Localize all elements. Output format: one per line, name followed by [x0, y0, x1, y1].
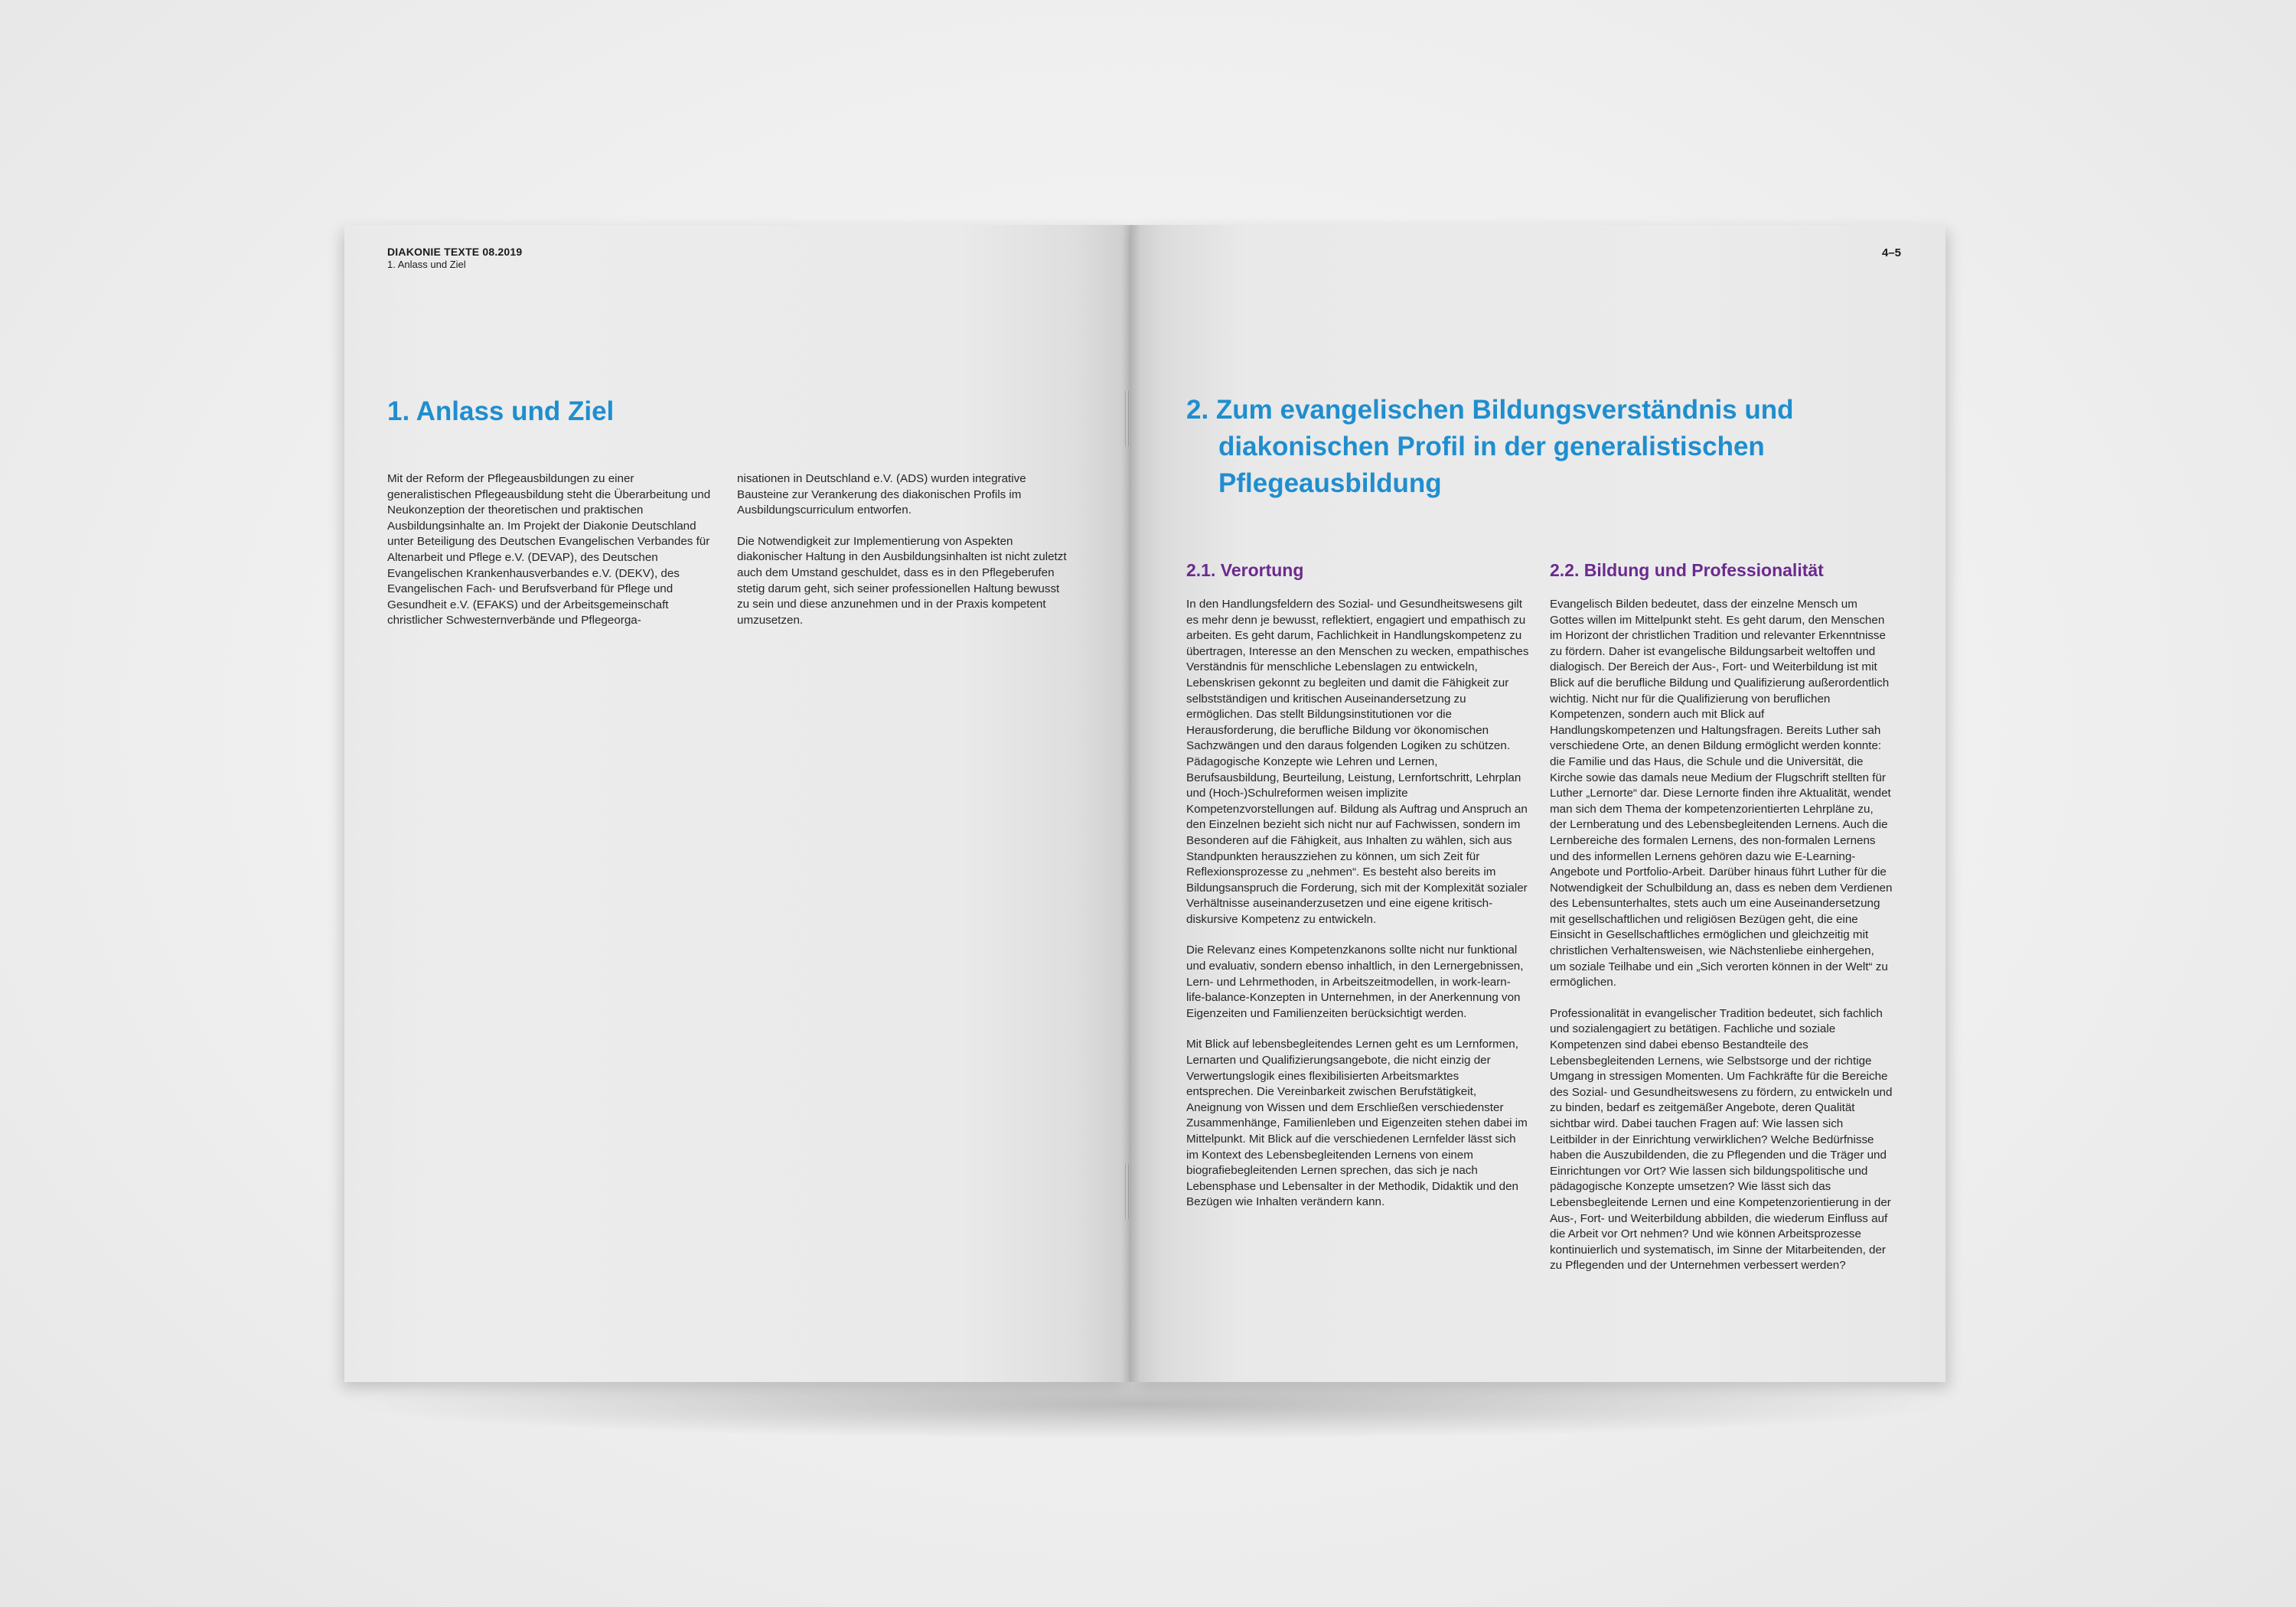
publication-series: DIAKONIE TEXTE 08.2019 — [387, 246, 523, 258]
body-paragraph: In den Handlungsfeldern des Sozial- und Gesundheitswesens gilt es mehr denn je bewusst, reflektiert, engagiert und empathisch zu arbeiten. Es geht darum, Fachlichkeit in Handlungskompetenz zu übertragen, Interesse an den Menschen zu wecken, empathisches Verständnis für menschliche Lebenslagen zu entwickeln, Lebenskrisen gekonnt zu begleiten und damit die Fähigkeit zur selbstständigen und kritischen Auseinandersetzung zu ermöglichen. Das stellt Bildungsinstitutionen vor die Herausforderung, die berufliche Bildung vor ökonomischen Sachzwängen und den daraus folgenden Logiken zu schützen. Pädagogische Konzepte wie Lehren und Lernen, Berufsausbildung, Beurteilung, Leistung, Lernfortschritt, Lehrplan und (Hoch-)Schulreformen weisen implizite Kompetenzvorstellungen auf. Bildung als Auftrag und Anspruch an den Einzelnen bezieht sich nicht nur auf Fachwissen, sondern im Besonderen auf die Fähigkeit, aus Inhalten zu wählen, sich aus Standpunkten herauszziehen zu können, um sich Zeit für Reflexionsprozesse zu „nehmen“. Es besteht also bereits im Bildungsanspruch die Forderung, sich mit der Komplexität sozialer Verhältnisse auseinanderzusetzen und eine eigene kritisch-diskursive Kompetenz zu entwickeln. — [1186, 598, 1529, 926]
chapter-1-heading: 1. Anlass und Ziel — [387, 396, 615, 426]
section-2-1-heading: 2.1. Verortung — [1186, 560, 1304, 580]
chapter-2-heading: 2. Zum evangelischen Bildungsverständnis und diakonischen Profil in der generalistischen Pflegeausbildung — [1186, 395, 1794, 498]
right-page — [1131, 225, 1945, 1382]
page-numbers: 4–5 — [1881, 246, 1901, 259]
staple-bottom — [1125, 1163, 1129, 1220]
body-paragraph: Mit Blick auf lebensbegleitendes Lernen geht es um Lernformen, Lernarten und Qualifizierungsangebote, die nicht einzig der Verwertungslogik eines flexibilisierten Arbeitsmarktes entsprechen. Die Vereinbarkeit zwischen Berufstätigkeit, Aneignung von Wissen und dem Erschließen verschiedenster Zusammenhänge, Familienleben und Eigenzeiten stehen dabei im Mittelpunkt. Mit Blick auf die verschiedenen Lernfelder lässt sich im Kontext des Lebensbegleitenden Lernens von einem biografiebegleitenden Lernen sprechen, das sich je nach Lebensphase und Lebensalter in der Methodik, Didaktik und den Bezügen wie Inhalten verändern kann. — [1186, 1038, 1528, 1209]
running-head — [387, 245, 522, 271]
left-column-2 — [737, 471, 1068, 644]
section-2-2-heading: 2.2. Bildung und Professionalität — [1550, 560, 1824, 580]
left-column-1 — [387, 471, 718, 644]
body-paragraph: Evangelisch Bilden bedeutet, dass der einzelne Mensch um Gottes willen im Mittelpunkt steht. Es geht darum, den Menschen im Horizont der christlichen Tradition und relevanter Erkenntnisse zu fördern. Daher ist evangelische Bildungsarbeit weltoffen und dialogisch. Der Bereich der Aus-, Fort- und Weiterbildung ist mit Blick auf die berufliche Bildung und Qualifizierung außerordentlich wichtig. Nicht nur für die Qualifizierung von beruflichen Kompetenzen, sondern auch mit Blick auf Handlungskompetenzen und Haltungsfragen. Bereits Luther sah verschiedene Orte, an denen Bildung ermöglicht werden konnte: die Familie und das Haus, die Schule und die Universität, die Kirche sowie das damals neue Medium der Flugschrift stellten für Luther „Lernorte“ dar. Diese Lernorte finden ihre Aktualität, wendet man sich dem Thema der kompetenzorientierten Lehrpläne zu, der Lernberatung und des Lebensbegleitenden Lernens. Auch die Lernbereiche des formalen Lernens, des non-formalen Lernens und des informellen Lernens gehören dazu wie E-Learning-Angebote und Portfolio-Arbeit. Darüber hinaus führt Luther für die Notwendigkeit der Schulbildung an, dass es neben dem Verdienen des Lebensunterhaltes, stets auch um eine Auseinandersetzung mit gesellschaftlichen und religiösen Bezügen geht, die eine Einsicht in Gesellschaftliches ermöglichen und gleichzeitig mit christlichen Verhaltensweisen, wie Nächstenliebe einhergehen, um soziale Teilhabe und ein „Sich verorten können in der Welt“ zu ermöglichen. — [1550, 598, 1893, 989]
body-paragraph: nisationen in Deutschland e.V. (ADS) wurden integrative Bausteine zur Verankerung des diakonischen Profils im Ausbildungscurriculum entworfen. — [737, 472, 1026, 517]
body-paragraph: Die Relevanz eines Kompetenzkanons sollte nicht nur funktional und evaluativ, sondern ebenso inhaltlich, in den Lernergebnissen, Lern- und Lehrmethoden, in Arbeitszeitmodellen, in work-learn-life-balance-Konzepten in Unternehmen, in der Anerkennung von Eigenzeiten und Familienzeiten berücksichtigt werden. — [1186, 944, 1524, 1020]
section-2-1-body — [1186, 597, 1529, 1226]
running-chapter: 1. Anlass und Ziel — [387, 259, 466, 270]
left-page — [344, 225, 1131, 1382]
body-paragraph: Professionalität in evangelischer Tradition bedeutet, sich fachlich und sozialengagiert zu betätigen. Fachliche und soziale Kompetenzen sind dabei ebenso Bestandteile des Lebensbegleitenden Lernens, wie Selbstsorge und der richtige Umgang in stressigen Momenten. Um Fachkräfte für die Bereiche des Sozial- und Gesundheitswesens zu fördern, zu entwickeln und zu binden, bedarf es zeitgemäßer Angebote, deren Qualität sichtbar wird. Dabei tauchen Fragen auf: Wie lassen sich Leitbilder in der Einrichtung verwirklichen? Welche Bedürfnisse haben die Auszubildenden, die zu Pflegenden und die Träger und Einrichtungen vor Ort? Wie lassen sich bildungspolitische und pädagogische Konzepte umsetzen? Wie lässt sich das Lebensbegleitende Lernen und eine Kompetenzorientierung in der Aus-, Fort- und Weiterbildung abbilden, die wiederum Einfluss auf die Arbeit vor Ort nehmen? Und wie können Arbeitsprozesse kontinuierlich und systematisch, im Sinne der Mitarbeitenden, der zu Pflegenden und der Unternehmen verbessert werden? — [1550, 1006, 1893, 1273]
section-2-2-body — [1550, 597, 1893, 1289]
body-paragraph: Die Notwendigkeit zur Implementierung von Aspekten diakonischer Haltung in den Ausbildungsinhalten ist nicht zuletzt auch dem Umstand geschuldet, dass es in den Pflegeberufen stetig darum geht, sich seiner professionellen Haltung bewusst zu sein und diese anzunehmen und in der Praxis kompetent umzusetzen. — [737, 534, 1067, 627]
body-paragraph: Mit der Reform der Pflegeausbildungen zu einer generalistischen Pflegeausbildung steht die Überarbeitung und Neukonzeption der theoretischen und praktischen Ausbildungsinhalte an. Im Projekt der Diakonie Deutschland unter Beteiligung des Deutschen Evangelischen Verbandes für Altenarbeit und Pflege e.V. (DEVAP), des Deutschen Evangelischen Krankenhausverbandes e.V. (DEKV), des Evangelischen Fach- und Berufsverband für Pflege und Gesundheit e.V. (EFAKS) und der Arbeitsgemeinschaft christlicher Schwesternverbände und Pflegeorga- — [387, 472, 711, 627]
staple-top — [1125, 390, 1129, 447]
